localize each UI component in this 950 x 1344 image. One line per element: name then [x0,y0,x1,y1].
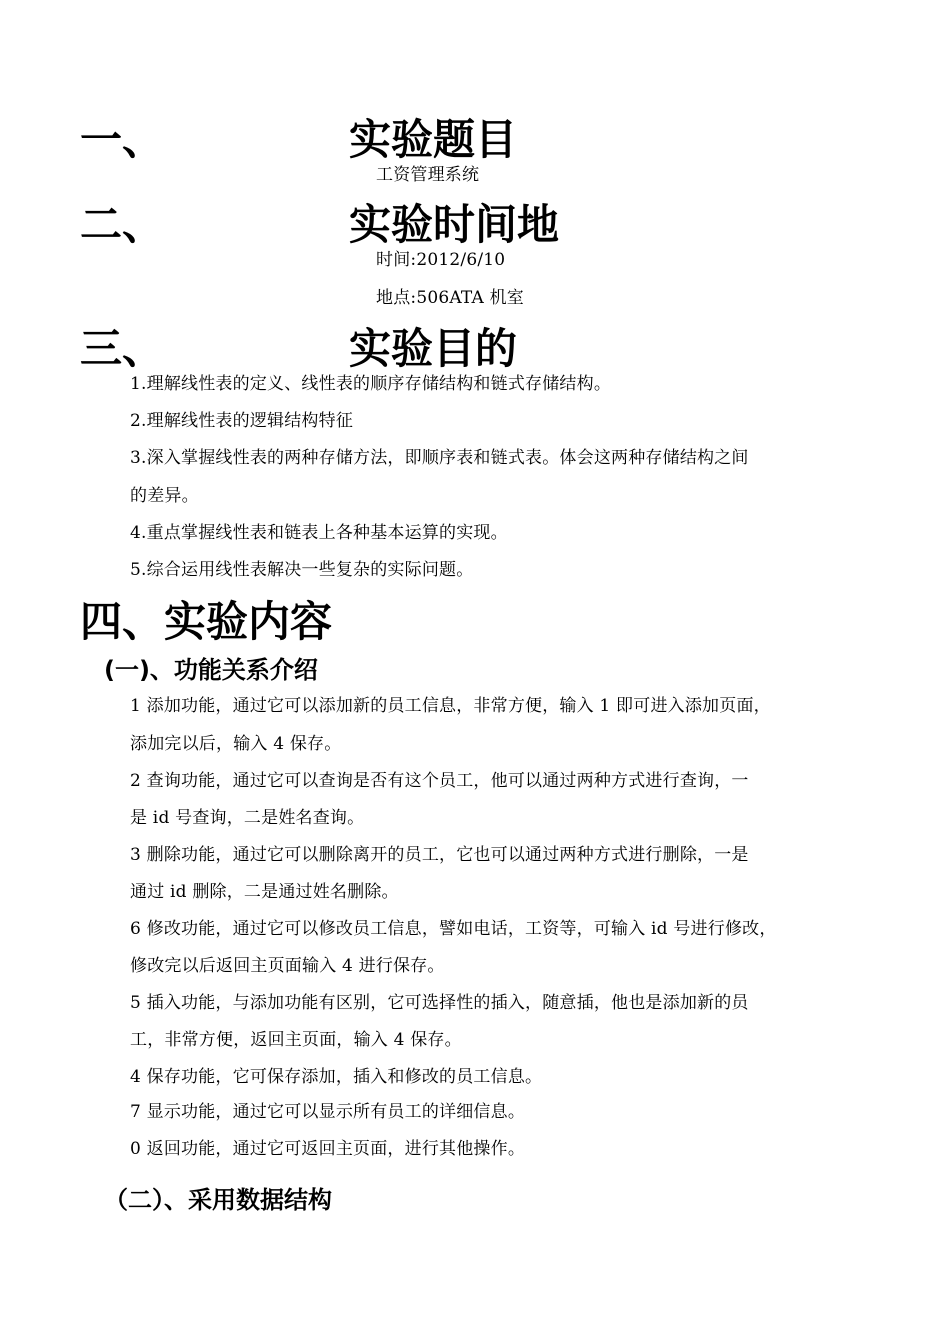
subsection-1-title: (一)、功能关系介绍 [104,656,318,684]
section-3-line: 4.重点掌握线性表和链表上各种基本运算的实现。 [130,523,508,543]
subsection-1-line: 1 添加功能，通过它可以添加新的员工信息，非常方便，输入 1 即可进入添加页面， [130,696,771,716]
section-3-line: 2.理解线性表的逻辑结构特征 [130,411,354,431]
section-3-line: 1.理解线性表的定义、线性表的顺序存储结构和链式存储结构。 [130,374,612,394]
subsection-1-line: 6 修改功能，通过它可以修改员工信息，譬如电话，工资等，可输入 id 号进行修改， [130,919,777,939]
subsection-1-line: 0 返回功能，通过它可返回主页面，进行其他操作。 [130,1139,526,1159]
subsection-1-line: 工，非常方便，返回主页面，输入 4 保存。 [130,1030,462,1050]
subsection-1-line: 4 保存功能，它可保存添加，插入和修改的员工信息。 [130,1067,543,1087]
subsection-1-line: 7 显示功能，通过它可以显示所有员工的详细信息。 [130,1102,526,1122]
subsection-2-title: （二）、采用数据结构 [104,1186,332,1214]
section-2-line: 地点:506ATA 机室 [376,288,525,308]
section-2-number: 二、 [80,200,165,249]
subsection-1-line: 是 id 号查询，二是姓名查询。 [130,808,365,828]
section-1-line: 工资管理系统 [376,165,480,185]
subsection-1-line: 5 插入功能，与添加功能有区别，它可选择性的插入，随意插，他也是添加新的员 [130,993,749,1013]
subsection-1-line: 3 删除功能，通过它可以删除离开的员工，它也可以通过两种方式进行删除，一是 [130,845,749,865]
section-3-line: 3.深入掌握线性表的两种存储方法，即顺序表和链式表。体会这两种存储结构之间 [130,448,749,468]
subsection-1-line: 通过 id 删除，二是通过姓名删除。 [130,882,399,902]
section-1-title: 实验题目 [349,115,518,164]
subsection-1-line: 修改完以后返回主页面输入 4 进行保存。 [130,956,445,976]
section-3-number: 三、 [80,324,165,373]
subsection-1-line: 添加完以后，输入 4 保存。 [130,734,342,754]
section-2-title: 实验时间地 [349,200,560,249]
section-3-title: 实验目的 [349,324,518,373]
section-3-line: 5.综合运用线性表解决一些复杂的实际问题。 [130,560,474,580]
subsection-1-line: 2 查询功能，通过它可以查询是否有这个员工，他可以通过两种方式进行查询，一 [130,771,749,791]
section-2-line: 时间:2012/6/10 [376,250,506,270]
section-1-number: 一、 [80,115,165,164]
section-4-heading: 四、实验内容 [80,597,333,646]
section-3-line: 的差异。 [130,486,199,506]
